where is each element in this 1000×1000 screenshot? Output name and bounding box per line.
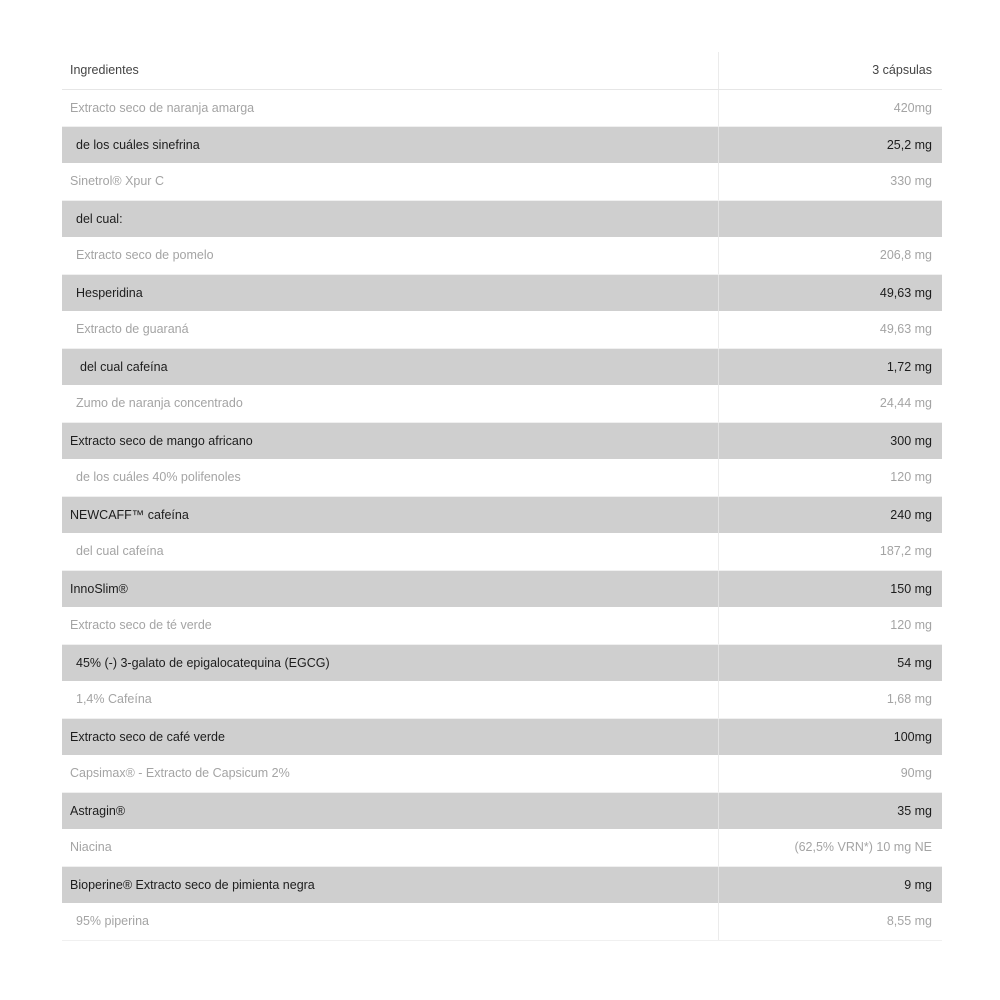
row-amount: 90mg: [718, 755, 942, 792]
table-row: [62, 496, 942, 533]
row-ingredient: de los cuáles 40% polifenoles: [62, 459, 718, 496]
row-amount: 187,2 mg: [718, 533, 942, 570]
row-amount: 420mg: [718, 89, 942, 126]
row-ingredient: Hesperidina: [62, 274, 718, 311]
header-ingredient: Ingredientes: [62, 52, 718, 89]
row-amount: 1,68 mg: [718, 681, 942, 718]
table-row: [62, 755, 942, 792]
row-ingredient: 95% piperina: [62, 903, 718, 940]
table-row: [62, 866, 942, 903]
row-amount: 49,63 mg: [718, 274, 942, 311]
row-ingredient: Extracto seco de té verde: [62, 607, 718, 644]
row-ingredient: de los cuáles sinefrina: [62, 126, 718, 163]
row-ingredient: del cual cafeína: [62, 348, 718, 385]
row-ingredient: del cual cafeína: [62, 533, 718, 570]
table-row: [62, 126, 942, 163]
table-row: [62, 718, 942, 755]
table-row: [62, 385, 942, 422]
table-row: [62, 533, 942, 570]
table-header-row: [62, 52, 942, 89]
row-amount: (62,5% VRN*) 10 mg NE: [718, 829, 942, 866]
row-ingredient: Extracto seco de café verde: [62, 718, 718, 755]
row-ingredient: Astragin®: [62, 792, 718, 829]
row-amount: 35 mg: [718, 792, 942, 829]
table-row: [62, 570, 942, 607]
row-ingredient: Extracto seco de naranja amarga: [62, 89, 718, 126]
row-amount: 240 mg: [718, 496, 942, 533]
row-amount: 1,72 mg: [718, 348, 942, 385]
ingredients-table: [62, 52, 942, 941]
row-ingredient: Extracto seco de mango africano: [62, 422, 718, 459]
row-amount: 330 mg: [718, 163, 942, 200]
header-amount: 3 cápsulas: [718, 52, 942, 89]
table-row: [62, 644, 942, 681]
table-row: [62, 89, 942, 126]
table-row: [62, 607, 942, 644]
row-amount: 8,55 mg: [718, 903, 942, 940]
table-row: [62, 274, 942, 311]
row-amount: 150 mg: [718, 570, 942, 607]
row-ingredient: Zumo de naranja concentrado: [62, 385, 718, 422]
row-ingredient: 45% (-) 3-galato de epigalocatequina (EGCG): [62, 644, 718, 681]
row-amount: 206,8 mg: [718, 237, 942, 274]
row-ingredient: NEWCAFF™ cafeína: [62, 496, 718, 533]
ingredients-table-container: [62, 52, 942, 941]
table-row: [62, 903, 942, 940]
row-ingredient: Sinetrol® Xpur C: [62, 163, 718, 200]
table-row: [62, 792, 942, 829]
row-amount: 24,44 mg: [718, 385, 942, 422]
row-ingredient: 1,4% Cafeína: [62, 681, 718, 718]
row-ingredient: Niacina: [62, 829, 718, 866]
row-amount: 300 mg: [718, 422, 942, 459]
table-row: [62, 200, 942, 237]
table-row: [62, 459, 942, 496]
row-amount: 100mg: [718, 718, 942, 755]
row-ingredient: InnoSlim®: [62, 570, 718, 607]
row-amount: 9 mg: [718, 866, 942, 903]
table-row: [62, 163, 942, 200]
row-ingredient: Extracto seco de pomelo: [62, 237, 718, 274]
row-amount: [718, 200, 942, 237]
row-amount: 25,2 mg: [718, 126, 942, 163]
row-amount: 120 mg: [718, 459, 942, 496]
row-amount: 120 mg: [718, 607, 942, 644]
row-amount: 54 mg: [718, 644, 942, 681]
table-row: [62, 348, 942, 385]
row-ingredient: del cual:: [62, 200, 718, 237]
row-ingredient: Capsimax® - Extracto de Capsicum 2%: [62, 755, 718, 792]
table-row: [62, 422, 942, 459]
row-ingredient: Bioperine® Extracto seco de pimienta negra: [62, 866, 718, 903]
table-row: [62, 829, 942, 866]
table-row: [62, 311, 942, 348]
table-row: [62, 237, 942, 274]
row-amount: 49,63 mg: [718, 311, 942, 348]
row-ingredient: Extracto de guaraná: [62, 311, 718, 348]
table-row: [62, 681, 942, 718]
